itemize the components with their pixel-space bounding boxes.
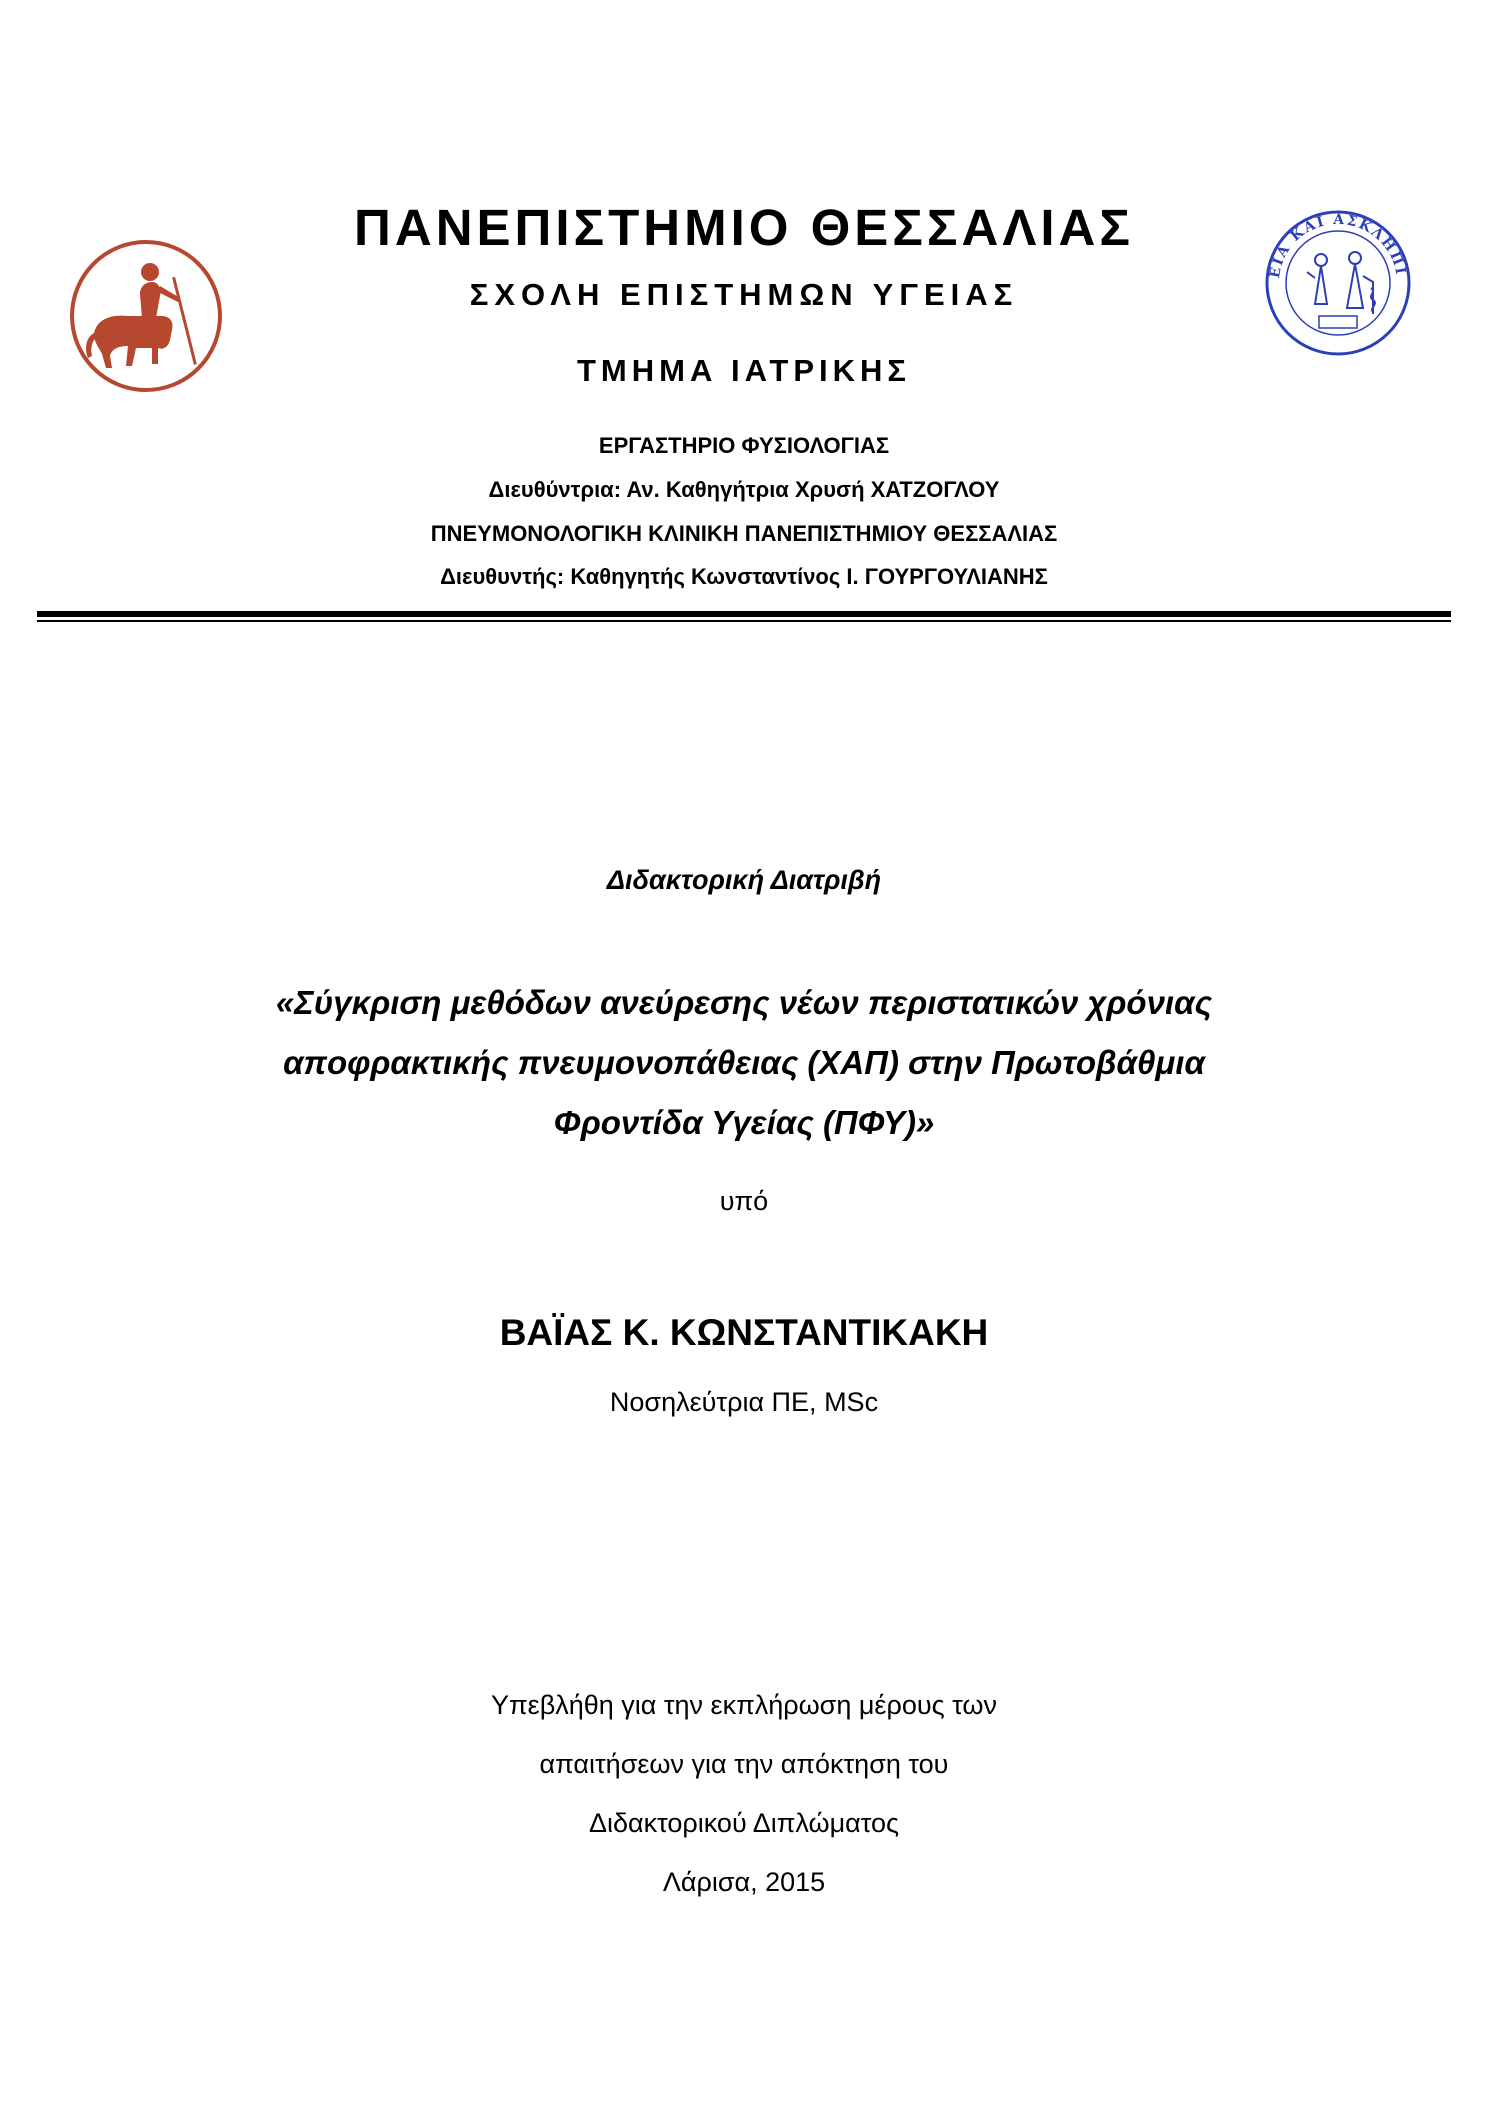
header-divider-thick <box>37 611 1451 617</box>
submission-line: Υπεβλήθη για την εκπλήρωση μέρους των <box>491 1690 997 1720</box>
thesis-title-line: αποφρακτικής πνευμονοπάθειας (ΧΑΠ) στην Πρωτοβάθμια <box>283 1044 1205 1081</box>
submission-line: Διδακτορικού Διπλώματος <box>588 1808 900 1838</box>
university-name: ΠΑΝΕΠΙΣΤΗΜΙΟ ΘΕΣΣΑΛΙΑΣ <box>354 199 1134 256</box>
laboratory-name: ΕΡΓΑΣΤΗΡΙΟ ΦΥΣΙΟΛΟΓΙΑΣ <box>598 433 890 458</box>
thesis-title-line: Φροντίδα Υγείας (ΠΦΥ)» <box>553 1104 935 1141</box>
clinic-director: Διευθυντής: Καθηγητής Κωνσταντίνος Ι. ΓΟΥΡΓΟΥΛΙΑΝΗΣ <box>440 564 1048 589</box>
laboratory-director: Διευθύντρια: Αν. Καθηγήτρια Χρυσή ΧΑΤΖΟΓΛΟΥ <box>488 477 1000 502</box>
author-name: ΒΑΪΑΣ Κ. ΚΩΝΣΤΑΝΤΙΚΑΚΗ <box>499 1312 989 1353</box>
clinic-name: ΠΝΕΥΜΟΝΟΛΟΓΙΚΗ ΚΛΙΝΙΚΗ ΠΑΝΕΠΙΣΤΗΜΙΟΥ ΘΕΣΣΑΛΙΑΣ <box>430 521 1058 546</box>
by-label: υπό <box>719 1186 769 1216</box>
svg-text:ΥΓΕΙΑ ΚΑΙ ΑΣΚΛΗΠΙΟΣ: ΕΙΑ ΚΑΙ ΑΣΚΛΗΠΙ <box>1267 211 1409 280</box>
place-and-year: Λάρισα, 2015 <box>662 1867 826 1897</box>
submission-statement <box>0 1676 1488 1912</box>
header-divider-thin <box>37 620 1451 622</box>
document-type: Διδακτορική Διατριβή <box>606 865 882 895</box>
submission-line: απαιτήσεων για την απόκτηση του <box>539 1749 949 1779</box>
school-name: ΣΧΟΛΗ ΕΠΙΣΤΗΜΩΝ ΥΓΕΙΑΣ <box>469 277 1019 312</box>
thesis-title-line: «Σύγκριση μεθόδων ανεύρεσης νέων περιστατικών χρόνιας <box>275 984 1213 1021</box>
author-role: Νοσηλεύτρια ΠΕ, MSc <box>609 1387 879 1417</box>
thesis-title <box>0 973 1488 1153</box>
department-name: ΤΜΗΜΑ ΙΑΤΡΙΚΗΣ <box>577 353 911 388</box>
